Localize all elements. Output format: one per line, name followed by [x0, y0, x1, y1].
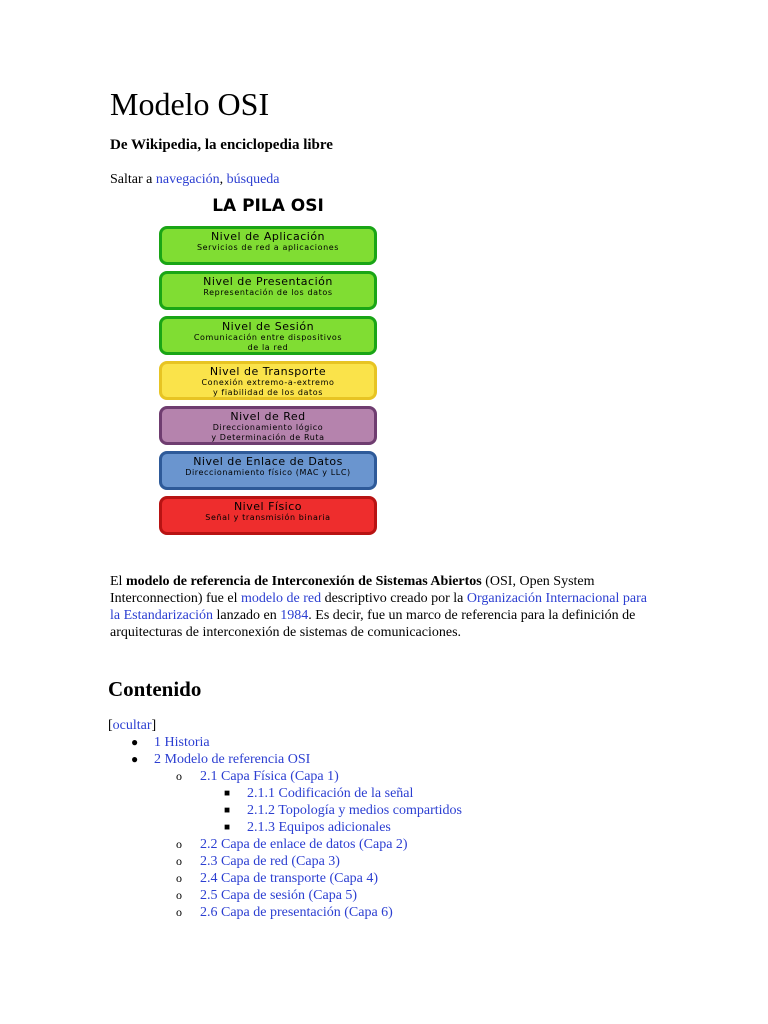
osi-layer-description: Señal y transmisión binaria	[205, 513, 331, 522]
toc-item	[108, 802, 462, 819]
toc-link[interactable]: 2.5 Capa de sesión (Capa 5)	[200, 888, 358, 903]
toc-bullet-icon: ■	[224, 788, 231, 799]
osi-layer-name: Nivel de Enlace de Datos	[193, 455, 343, 468]
toc-item	[108, 734, 462, 751]
osi-layer	[159, 496, 377, 535]
osi-stack-title: LA PILA OSI	[212, 196, 324, 216]
osi-layer-name: Nivel Físico	[233, 500, 303, 513]
toc-link[interactable]: 2.1.3 Equipos adicionales	[247, 820, 391, 835]
osi-layers	[158, 226, 378, 535]
page-title: Modelo OSI	[110, 86, 270, 122]
osi-layer	[159, 406, 377, 445]
osi-layer-description: Direccionamiento físico (MAC y LLC)	[185, 468, 351, 477]
toc-item	[108, 836, 462, 853]
toc-bullet-icon: ●	[131, 752, 139, 766]
osi-layer	[159, 361, 377, 400]
year-1984-link[interactable]: 1984	[280, 608, 309, 623]
toc-bullet-icon: ■	[224, 805, 231, 816]
modelo-de-red-link[interactable]: modelo de red	[241, 591, 322, 606]
osi-layer-name: Nivel de Sesión	[221, 320, 315, 333]
toc-toggle-close: ]	[151, 718, 157, 733]
osi-layer-description: Servicios de red a aplicaciones	[196, 243, 340, 252]
toc-item	[108, 887, 462, 904]
hide-toc-link[interactable]: ocultar	[112, 718, 152, 733]
toc-item	[108, 853, 462, 870]
toc-link[interactable]: 2.1.1 Codificación de la señal	[247, 786, 414, 801]
intro-text-2: (OSI, Open System Interconnection) fue el	[110, 574, 595, 606]
toc-bullet-icon: o	[176, 871, 182, 885]
toc-bullet-icon: ■	[224, 822, 231, 833]
intro-paragraph	[110, 573, 650, 641]
page-subtitle: De Wikipedia, la enciclopedia libre	[110, 137, 333, 153]
toc-bullet-icon: o	[176, 888, 182, 902]
toc-link[interactable]: 2.3 Capa de red (Capa 3)	[200, 854, 340, 869]
toc-item	[108, 819, 462, 836]
osi-layer-description: Comunicación entre dispositivos de la red	[193, 333, 343, 352]
iso-link[interactable]: Organización Internacional para la Estandarización	[110, 591, 647, 623]
toc-bullet-icon: o	[176, 769, 182, 783]
osi-layer	[159, 316, 377, 355]
toc-item	[108, 768, 462, 785]
toc-bullet-icon: o	[176, 837, 182, 851]
toc-toggle	[108, 717, 462, 734]
toc-link[interactable]: 2.4 Capa de transporte (Capa 4)	[200, 871, 379, 886]
osi-layer-name: Nivel de Presentación	[203, 275, 333, 288]
osi-layer	[159, 226, 377, 265]
intro-text-4: lanzado en	[213, 608, 281, 623]
jump-prefix: Saltar a	[110, 172, 156, 187]
toc-link[interactable]: 2.1.2 Topología y medios compartidos	[247, 803, 462, 818]
toc-item	[108, 870, 462, 887]
toc-link[interactable]: 1 Historia	[154, 735, 210, 750]
contents-heading: Contenido	[108, 677, 202, 701]
toc-bullet-icon: o	[176, 854, 182, 868]
intro-text-3: descriptivo creado por la	[321, 591, 467, 606]
jump-search-link[interactable]: búsqueda	[226, 172, 280, 187]
jump-navigation-link[interactable]: navegación	[155, 172, 220, 187]
osi-layer-description: Conexión extremo-a-extremo y fiabilidad de los datos	[201, 378, 335, 397]
toc-toggle-open: [	[108, 718, 113, 733]
osi-layer	[159, 451, 377, 490]
osi-layer-name: Nivel de Aplicación	[210, 230, 326, 243]
toc-bullet-icon: ●	[131, 735, 139, 749]
osi-layer-name: Nivel de Red	[230, 410, 306, 423]
toc-link[interactable]: 2 Modelo de referencia OSI	[154, 752, 311, 767]
intro-text-1: El	[110, 574, 126, 589]
jump-separator: ,	[219, 172, 227, 187]
toc-link[interactable]: 2.2 Capa de enlace de datos (Capa 2)	[200, 837, 408, 852]
toc-bullet-icon: o	[176, 905, 182, 919]
osi-layer-description: Direccionamiento lógico y Determinación de Ruta	[211, 423, 325, 442]
toc-link[interactable]: 2.6 Capa de presentación (Capa 6)	[200, 905, 393, 920]
osi-layer-name: Nivel de Transporte	[209, 365, 327, 378]
intro-text-5: . Es decir, fue un marco de referencia para la definición de arquitecturas de interconexión de sistemas de comunicaciones.	[110, 608, 636, 640]
toc-item	[108, 785, 462, 802]
jump-links	[110, 172, 280, 188]
toc-item	[108, 751, 462, 768]
toc-list	[108, 734, 462, 921]
toc-link[interactable]: 2.1 Capa Física (Capa 1)	[200, 769, 339, 784]
osi-layer-description: Representación de los datos	[203, 288, 333, 297]
table-of-contents	[108, 717, 462, 921]
intro-bold-term: modelo de referencia de Interconexión de Sistemas Abiertos	[125, 574, 482, 589]
osi-layer	[159, 271, 377, 310]
osi-stack-figure	[158, 194, 378, 541]
toc-item	[108, 904, 462, 921]
